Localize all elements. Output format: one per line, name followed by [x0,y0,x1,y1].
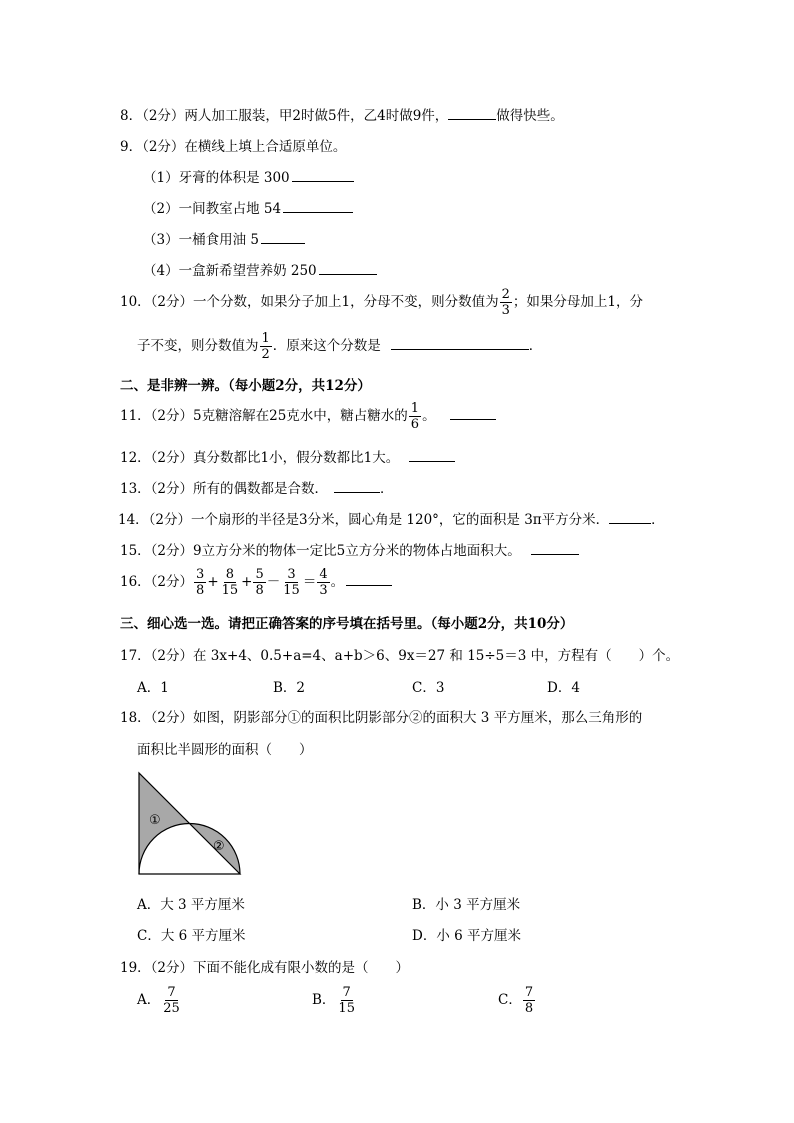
answer-blank[interactable] [450,407,496,420]
fraction: $\frac{2}{3}$ [501,287,510,318]
question-13: 13．（2分）所有的偶数都是合数． ． [120,481,394,497]
answer-blank[interactable] [292,169,354,182]
fraction: $\frac{3}{8}$ [196,567,205,598]
answer-blank[interactable] [283,200,353,213]
option-a[interactable]: A． $\frac{7}{25}$ [137,985,180,1016]
answer-blank[interactable] [261,231,305,244]
question-12: 12．（2分）真分数都比1小，假分数都比1大。 [120,446,455,466]
question-14: 14．（2分）一个扇形的半径是3分米，圆心角是 120°，它的面积是 3π平方分米． ． [118,512,665,528]
fraction: $\frac{1}{2}$ [261,331,270,362]
question-16: 16．（2分） $\frac{3}{8}$ + $\frac{8}{15}$ + $\frac{5}{8}$ － $\frac{3}{15}$ ＝ $\frac{4}{3}$ 。 [120,568,392,597]
option-c[interactable]: C．大 6 平方厘米 [137,928,246,944]
question-10: 10．（2分）一个分数，如果分子加上1，分母不变，则分数值为 $\frac{2}{3}$ ；如果分母加上1，分 [120,287,643,318]
fraction: $\frac{8}{15}$ [221,567,239,598]
question-9-item: （4）一盒新希望营养奶 250 [143,259,377,279]
fraction: $\frac{7}{8}$ [524,985,534,1016]
option-b[interactable]: B． $\frac{7}{15}$ [312,985,355,1016]
question-8: 8．（2分）两人加工服装，甲2时做5件，乙4时做9件， 做得快些。 [120,108,564,124]
option-b[interactable]: B．2 [273,680,306,696]
fraction: $\frac{1}{6}$ [410,401,420,432]
option-c[interactable]: C．3 [412,680,445,696]
option-d[interactable]: D．小 6 平方厘米 [412,928,521,944]
answer-blank[interactable] [409,449,455,462]
fraction: $\frac{7}{15}$ [338,985,355,1016]
label-2: ② [213,839,225,854]
answer-blank[interactable] [448,107,496,120]
fraction: $\frac{4}{3}$ [319,567,328,598]
option-b[interactable]: B．小 3 平方厘米 [412,897,521,913]
question-9-item: （3）一桶食用油 5 [143,228,305,248]
section-3-heading: 三、细心选一选。请把正确答案的序号填在括号里。（每小题2分，共10分） [120,616,574,632]
answer-blank[interactable] [609,511,651,524]
answer-blank[interactable] [334,480,380,493]
question-11: 11．（2分）5克糖溶解在25克水中，糖占糖水的 $\frac{1}{6}$ 。 [120,402,496,431]
section-2-heading: 二、是非辨一辨。（每小题2分，共12分） [120,378,371,394]
option-a[interactable]: A．大 3 平方厘米 [137,897,245,913]
question-17: 17．（2分）在 3x+4、0.5+a=4、a+b＞6、9x＝27 和 15÷5＝3 中，方程有（ ）个。 [120,648,680,664]
label-1: ① [149,813,161,828]
answer-blank[interactable] [346,573,392,586]
option-a[interactable]: A．1 [137,680,169,696]
question-18-cont: 面积比半圆形的面积（ ） [137,742,313,758]
fraction: $\frac{7}{25}$ [163,985,180,1016]
answer-blank[interactable] [531,542,579,555]
triangle-semicircle-figure [136,770,244,878]
question-9: 9．（2分）在横线上填上合适原单位。 [120,139,347,155]
question-9-item: （2）一间教室占地 54 [143,197,353,217]
option-c[interactable]: C． $\frac{7}{8}$ [498,985,534,1016]
question-10-cont: 子不变，则分数值为 $\frac{1}{2}$ ．原来这个分数是 ． [137,331,543,362]
question-9-item: （1）牙膏的体积是 300 [143,166,354,186]
answer-blank[interactable] [391,337,529,350]
question-15: 15．（2分）9立方分米的物体一定比5立方分米的物体占地面积大。 [120,539,579,559]
question-18: 18．（2分）如图，阴影部分①的面积比阴影部分②的面积大 3 平方厘米，那么三角形的 [120,710,643,726]
fraction: $\frac{3}{15}$ [283,567,300,598]
answer-blank[interactable] [319,262,377,275]
option-d[interactable]: D．4 [547,680,580,696]
fraction: $\frac{5}{8}$ [255,567,264,598]
question-19: 19．（2分）下面不能化成有限小数的是（ ） [120,960,410,976]
